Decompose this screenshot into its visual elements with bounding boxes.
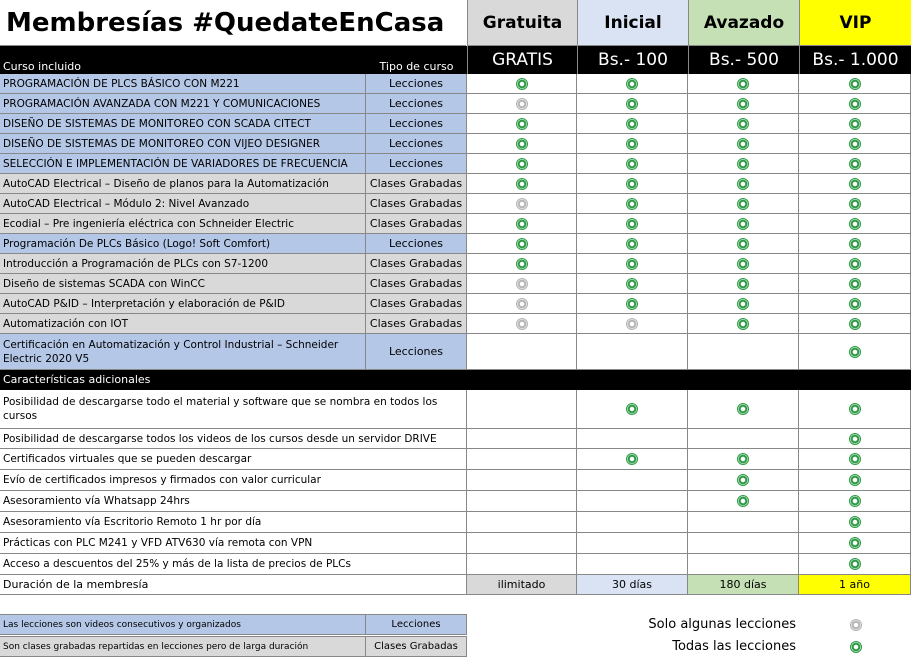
check-all-lessons-icon — [626, 238, 638, 250]
check-all-lessons-icon — [737, 118, 749, 130]
check-all-lessons-icon — [849, 474, 861, 486]
feature-mark — [799, 470, 911, 491]
course-mark — [467, 114, 577, 134]
course-type: Clases Grabadas — [366, 174, 467, 194]
check-all-lessons-icon — [849, 495, 861, 507]
check-all-lessons-icon — [516, 238, 528, 250]
course-mark — [467, 174, 577, 194]
feature-mark — [577, 512, 688, 533]
course-type: Clases Grabadas — [366, 194, 467, 214]
course-mark — [577, 214, 688, 234]
feature-name: Certificados virtuales que se pueden descargar — [0, 449, 467, 470]
course-mark — [688, 274, 799, 294]
course-mark — [688, 234, 799, 254]
check-all-lessons-icon — [626, 78, 638, 90]
check-all-lessons-icon — [516, 138, 528, 150]
course-name: DISEÑO DE SISTEMAS DE MONITOREO CON VIJEO DESIGNER — [0, 134, 366, 154]
feature-name: Asesoramiento vía Escritorio Remoto 1 hr por día — [0, 512, 467, 533]
course-mark — [577, 114, 688, 134]
course-name: PROGRAMACIÓN AVANZADA CON M221 Y COMUNICACIONES — [0, 94, 366, 114]
check-all-lessons-icon — [516, 78, 528, 90]
check-all-lessons-icon — [516, 258, 528, 270]
check-all-lessons-icon — [849, 516, 861, 528]
check-all-lessons-icon — [849, 558, 861, 570]
check-all-lessons-icon — [737, 495, 749, 507]
course-mark — [467, 334, 577, 370]
course-mark — [577, 254, 688, 274]
check-all-lessons-icon — [516, 118, 528, 130]
course-name: Certificación en Automatización y Control Industrial – Schneider Electric 2020 V5 — [0, 334, 366, 370]
check-all-lessons-icon — [516, 218, 528, 230]
check-all-lessons-icon — [516, 158, 528, 170]
check-all-lessons-icon — [626, 453, 638, 465]
feature-mark — [467, 470, 577, 491]
plan-price-3: Bs.- 1.000 — [799, 46, 911, 74]
check-all-lessons-icon — [737, 258, 749, 270]
check-all-lessons-icon — [626, 158, 638, 170]
check-all-lessons-icon — [849, 178, 861, 190]
check-some-lessons-icon — [516, 318, 528, 330]
check-all-lessons-icon — [626, 218, 638, 230]
course-mark — [577, 134, 688, 154]
course-mark — [799, 94, 911, 114]
feature-mark — [467, 390, 577, 429]
course-mark — [577, 234, 688, 254]
feature-mark — [799, 554, 911, 575]
feature-mark — [467, 554, 577, 575]
course-mark — [799, 334, 911, 370]
check-all-lessons-icon — [849, 118, 861, 130]
feature-mark — [467, 491, 577, 512]
course-name: Diseño de sistemas SCADA con WinCC — [0, 274, 366, 294]
course-mark — [577, 174, 688, 194]
legend-type: Clases Grabadas — [366, 636, 467, 657]
course-mark — [688, 74, 799, 94]
plan-duration-0: ilimitado — [467, 575, 577, 595]
feature-mark — [688, 390, 799, 429]
course-mark — [467, 234, 577, 254]
course-name: DISEÑO DE SISTEMAS DE MONITOREO CON SCADA CITECT — [0, 114, 366, 134]
course-mark — [799, 174, 911, 194]
course-type: Clases Grabadas — [366, 294, 467, 314]
course-mark — [799, 314, 911, 334]
course-mark — [577, 294, 688, 314]
feature-mark — [688, 491, 799, 512]
check-all-lessons-icon — [849, 78, 861, 90]
feature-mark — [467, 533, 577, 554]
course-mark — [577, 314, 688, 334]
check-all-lessons-icon — [849, 298, 861, 310]
course-mark — [688, 114, 799, 134]
course-mark — [799, 194, 911, 214]
course-name: SELECCIÓN E IMPLEMENTACIÓN DE VARIADORES DE FRECUENCIA — [0, 154, 366, 174]
check-all-lessons-icon — [849, 537, 861, 549]
course-type: Lecciones — [366, 234, 467, 254]
check-all-lessons-icon — [737, 278, 749, 290]
course-mark — [467, 214, 577, 234]
check-all-lessons-icon — [737, 138, 749, 150]
mark-key-icon — [800, 614, 911, 635]
feature-mark — [799, 449, 911, 470]
check-all-lessons-icon — [737, 403, 749, 415]
check-all-lessons-icon — [737, 298, 749, 310]
check-all-lessons-icon — [626, 258, 638, 270]
check-all-lessons-icon — [626, 118, 638, 130]
course-type: Clases Grabadas — [366, 314, 467, 334]
feature-mark — [799, 390, 911, 429]
legend-description: Las lecciones son videos consecutivos y organizados — [0, 614, 366, 635]
check-all-lessons-icon — [737, 318, 749, 330]
course-mark — [799, 294, 911, 314]
feature-mark — [577, 554, 688, 575]
plan-duration-3: 1 año — [799, 575, 911, 595]
plan-name-0: Gratuita — [467, 0, 577, 46]
course-mark — [467, 154, 577, 174]
course-mark — [577, 94, 688, 114]
course-type: Lecciones — [366, 74, 467, 94]
check-all-lessons-icon — [849, 433, 861, 445]
course-type: Lecciones — [366, 154, 467, 174]
check-all-lessons-icon — [737, 78, 749, 90]
course-type: Clases Grabadas — [366, 254, 467, 274]
course-type: Lecciones — [366, 334, 467, 370]
course-name: Introducción a Programación de PLCs con S7-1200 — [0, 254, 366, 274]
check-some-lessons-icon — [626, 318, 638, 330]
check-all-lessons-icon — [849, 453, 861, 465]
plan-duration-2: 180 días — [688, 575, 799, 595]
feature-name: Asesoramiento vía Whatsapp 24hrs — [0, 491, 467, 512]
feature-name: Prácticas con PLC M241 y VFD ATV630 vía remota con VPN — [0, 533, 467, 554]
feature-name: Evío de certificados impresos y firmados con valor curricular — [0, 470, 467, 491]
course-mark — [688, 194, 799, 214]
feature-mark — [799, 491, 911, 512]
plan-price-1: Bs.- 100 — [577, 46, 688, 74]
check-all-lessons-icon — [626, 403, 638, 415]
feature-mark — [688, 512, 799, 533]
check-all-lessons-icon — [626, 278, 638, 290]
feature-mark — [688, 429, 799, 449]
check-all-lessons-icon — [737, 238, 749, 250]
course-name: Programación De PLCs Básico (Logo! Soft Comfort) — [0, 234, 366, 254]
feature-mark — [467, 449, 577, 470]
check-all-lessons-icon — [737, 474, 749, 486]
check-all-lessons-icon — [849, 218, 861, 230]
feature-mark — [577, 390, 688, 429]
feature-mark — [577, 470, 688, 491]
course-mark — [688, 314, 799, 334]
check-all-lessons-icon — [849, 318, 861, 330]
check-some-lessons-icon — [850, 619, 862, 631]
course-mark — [688, 174, 799, 194]
course-mark — [577, 154, 688, 174]
course-mark — [799, 254, 911, 274]
course-type: Lecciones — [366, 134, 467, 154]
feature-mark — [577, 491, 688, 512]
course-type: Clases Grabadas — [366, 214, 467, 234]
course-mark — [688, 254, 799, 274]
plan-name-2: Avazado — [688, 0, 799, 46]
course-mark — [467, 74, 577, 94]
feature-mark — [688, 470, 799, 491]
feature-mark — [577, 533, 688, 554]
course-mark — [577, 194, 688, 214]
mark-key-label: Solo algunas lecciones — [648, 616, 796, 632]
course-mark — [577, 74, 688, 94]
feature-mark — [688, 554, 799, 575]
header-type: Tipo de curso — [366, 46, 467, 74]
legend-description: Son clases grabadas repartidas en lecciones pero de larga duración — [0, 636, 366, 657]
check-all-lessons-icon — [849, 238, 861, 250]
course-mark — [799, 154, 911, 174]
course-mark — [688, 134, 799, 154]
mark-key-label: Todas las lecciones — [672, 638, 796, 654]
check-all-lessons-icon — [849, 158, 861, 170]
check-all-lessons-icon — [737, 158, 749, 170]
page-title: Membresías #QuedateEnCasa — [0, 0, 466, 46]
check-all-lessons-icon — [737, 453, 749, 465]
feature-mark — [688, 533, 799, 554]
course-mark — [577, 334, 688, 370]
header-course: Curso incluido — [0, 46, 366, 74]
course-name: Automatización con IOT — [0, 314, 366, 334]
check-some-lessons-icon — [516, 98, 528, 110]
course-mark — [688, 334, 799, 370]
course-mark — [799, 134, 911, 154]
check-all-lessons-icon — [516, 178, 528, 190]
check-all-lessons-icon — [626, 178, 638, 190]
check-all-lessons-icon — [849, 198, 861, 210]
feature-mark — [467, 429, 577, 449]
course-mark — [799, 214, 911, 234]
additional-header: Características adicionales — [0, 370, 911, 390]
check-all-lessons-icon — [849, 346, 861, 358]
course-name: PROGRAMACIÓN DE PLCS BÁSICO CON M221 — [0, 74, 366, 94]
course-mark — [467, 94, 577, 114]
course-mark — [799, 234, 911, 254]
mark-key-icon — [800, 636, 911, 657]
check-all-lessons-icon — [626, 198, 638, 210]
feature-mark — [467, 512, 577, 533]
plan-price-2: Bs.- 500 — [688, 46, 799, 74]
plan-name-3: VIP — [799, 0, 911, 46]
check-all-lessons-icon — [737, 178, 749, 190]
course-name: AutoCAD Electrical – Módulo 2: Nivel Avanzado — [0, 194, 366, 214]
plan-name-1: Inicial — [577, 0, 688, 46]
feature-mark — [577, 429, 688, 449]
course-mark — [688, 94, 799, 114]
check-all-lessons-icon — [849, 98, 861, 110]
feature-mark — [799, 512, 911, 533]
check-all-lessons-icon — [737, 218, 749, 230]
course-mark — [467, 294, 577, 314]
course-name: AutoCAD Electrical – Diseño de planos para la Automatización — [0, 174, 366, 194]
course-type: Lecciones — [366, 94, 467, 114]
check-all-lessons-icon — [849, 258, 861, 270]
check-all-lessons-icon — [849, 278, 861, 290]
legend-type: Lecciones — [366, 614, 467, 635]
course-mark — [467, 134, 577, 154]
course-mark — [799, 114, 911, 134]
check-all-lessons-icon — [737, 98, 749, 110]
check-some-lessons-icon — [516, 298, 528, 310]
course-type: Lecciones — [366, 114, 467, 134]
course-mark — [799, 74, 911, 94]
feature-name: Acceso a descuentos del 25% y más de la lista de precios de PLCs — [0, 554, 467, 575]
feature-name: Posibilidad de descargarse todo el material y software que se nombra en todos los cursos — [0, 390, 467, 429]
course-mark — [799, 274, 911, 294]
plan-price-0: GRATIS — [467, 46, 577, 74]
course-mark — [688, 294, 799, 314]
check-all-lessons-icon — [849, 138, 861, 150]
course-mark — [577, 274, 688, 294]
course-mark — [688, 214, 799, 234]
course-mark — [467, 314, 577, 334]
feature-mark — [799, 533, 911, 554]
course-name: Ecodial – Pre ingeniería eléctrica con Schneider Electric — [0, 214, 366, 234]
feature-mark — [799, 429, 911, 449]
check-all-lessons-icon — [626, 138, 638, 150]
course-type: Clases Grabadas — [366, 274, 467, 294]
check-all-lessons-icon — [626, 298, 638, 310]
plan-duration-1: 30 días — [577, 575, 688, 595]
course-mark — [467, 274, 577, 294]
check-some-lessons-icon — [516, 278, 528, 290]
course-mark — [688, 154, 799, 174]
course-mark — [467, 254, 577, 274]
check-all-lessons-icon — [850, 641, 862, 653]
feature-name: Posibilidad de descargarse todos los videos de los cursos desde un servidor DRIVE — [0, 429, 467, 449]
feature-mark — [577, 449, 688, 470]
check-some-lessons-icon — [516, 198, 528, 210]
check-all-lessons-icon — [626, 98, 638, 110]
duration-label: Duración de la membresía — [0, 575, 467, 595]
check-all-lessons-icon — [737, 198, 749, 210]
feature-mark — [688, 449, 799, 470]
course-name: AutoCAD P&ID – Interpretación y elaboración de P&ID — [0, 294, 366, 314]
check-all-lessons-icon — [849, 403, 861, 415]
course-mark — [467, 194, 577, 214]
